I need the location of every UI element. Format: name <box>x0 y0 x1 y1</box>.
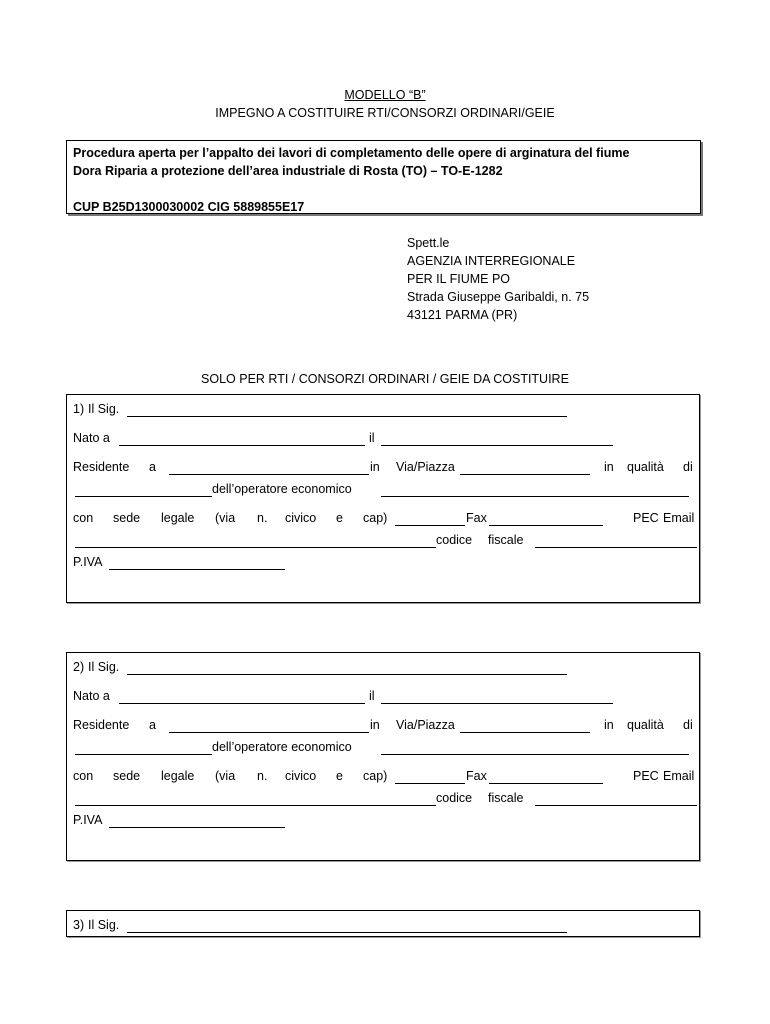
procedure-line-2: Dora Riparia a protezione dell’area industriale di Rosta (TO) – TO-E-1282 <box>73 164 503 178</box>
name-field[interactable] <box>127 416 567 417</box>
birthdate-field[interactable] <box>381 703 613 704</box>
name-field[interactable] <box>127 674 567 675</box>
birthplace-field[interactable] <box>119 445 365 446</box>
entry-1-box <box>66 394 700 603</box>
fax-label: Fax <box>466 769 487 783</box>
recipient-address <box>407 234 589 324</box>
residence-field[interactable] <box>169 474 369 475</box>
birthdate-field[interactable] <box>381 445 613 446</box>
il-label: il <box>369 431 375 445</box>
il-label: il <box>369 689 375 703</box>
via-piazza-label: Via/Piazza <box>396 718 455 732</box>
residence-field[interactable] <box>169 732 369 733</box>
fax-field[interactable] <box>489 525 603 526</box>
address-field[interactable] <box>395 783 465 784</box>
e-label: e <box>336 511 343 525</box>
via-label: (via <box>215 769 236 783</box>
operator-name-field[interactable] <box>381 754 689 755</box>
sede-label: sede <box>113 511 141 525</box>
legale-label: legale <box>161 511 195 525</box>
il-sig-label: Il Sig. <box>88 660 120 674</box>
cap-label: cap) <box>363 511 388 525</box>
qualita-label: qualità <box>627 460 664 474</box>
section-title: SOLO PER RTI / CONSORZI ORDINARI / GEIE DA COSTITUIRE <box>201 372 569 386</box>
sede-label: sede <box>113 769 141 783</box>
via-label: (via <box>215 511 236 525</box>
name-field[interactable] <box>127 932 567 933</box>
di-label: di <box>683 460 693 474</box>
entry-3-box <box>66 910 700 937</box>
in-label: in <box>370 718 380 732</box>
recipient-line: Strada Giuseppe Garibaldi, n. 75 <box>407 290 590 304</box>
operatore-label: dell’operatore economico <box>212 740 352 754</box>
entry-number: 2) <box>73 660 85 674</box>
in-label: in <box>604 460 614 474</box>
entry-2-box <box>66 652 700 861</box>
street-field[interactable] <box>460 732 590 733</box>
codice-label: codice <box>436 533 473 547</box>
tax-code-field[interactable] <box>535 547 697 548</box>
fiscale-label: fiscale <box>488 791 524 805</box>
role-field[interactable] <box>75 754 212 755</box>
e-label: e <box>336 769 343 783</box>
pec-label: PEC <box>633 769 659 783</box>
qualita-label: qualità <box>627 718 664 732</box>
birthplace-field[interactable] <box>119 703 365 704</box>
civico-label: civico <box>285 769 317 783</box>
piva-label: P.IVA <box>73 555 103 569</box>
recipient-line: 43121 PARMA (PR) <box>407 308 518 322</box>
procedure-line-1: Procedura aperta per l’appalto dei lavori di completamento delle opere di arginatura del fiume <box>73 146 630 160</box>
a-label: a <box>149 718 156 732</box>
residente-label: Residente <box>73 718 130 732</box>
pec-email-field[interactable] <box>75 805 436 806</box>
fiscale-label: fiscale <box>488 533 524 547</box>
recipient-line: Spett.le <box>407 236 450 250</box>
vat-field[interactable] <box>109 569 285 570</box>
codice-label: codice <box>436 791 473 805</box>
cup-cig-codes: CUP B25D1300030002 CIG 5889855E17 <box>73 200 305 214</box>
fax-label: Fax <box>466 511 487 525</box>
recipient-line: PER IL FIUME PO <box>407 272 511 286</box>
n-label: n. <box>257 769 268 783</box>
operatore-label: dell’operatore economico <box>212 482 352 496</box>
il-sig-label: Il Sig. <box>88 402 120 416</box>
via-piazza-label: Via/Piazza <box>396 460 455 474</box>
form-title: MODELLO “B” <box>344 88 426 102</box>
cap-label: cap) <box>363 769 388 783</box>
residente-label: Residente <box>73 460 130 474</box>
operator-name-field[interactable] <box>381 496 689 497</box>
address-field[interactable] <box>395 525 465 526</box>
entry-number: 3) <box>73 918 85 932</box>
con-label: con <box>73 769 94 783</box>
pec-email-field[interactable] <box>75 547 436 548</box>
piva-label: P.IVA <box>73 813 103 827</box>
role-field[interactable] <box>75 496 212 497</box>
il-sig-label: Il Sig. <box>88 918 120 932</box>
a-label: a <box>149 460 156 474</box>
form-subtitle: IMPEGNO A COSTITUIRE RTI/CONSORZI ORDINARI/GEIE <box>215 106 555 120</box>
con-label: con <box>73 511 94 525</box>
in-label: in <box>370 460 380 474</box>
recipient-line: AGENZIA INTERREGIONALE <box>407 254 576 268</box>
email-label: Email <box>663 511 695 525</box>
street-field[interactable] <box>460 474 590 475</box>
email-label: Email <box>663 769 695 783</box>
nato-a-label: Nato a <box>73 689 110 703</box>
entry-number: 1) <box>73 402 85 416</box>
legale-label: legale <box>161 769 195 783</box>
civico-label: civico <box>285 511 317 525</box>
pec-label: PEC <box>633 511 659 525</box>
vat-field[interactable] <box>109 827 285 828</box>
tax-code-field[interactable] <box>535 805 697 806</box>
procedure-box <box>66 140 701 214</box>
di-label: di <box>683 718 693 732</box>
nato-a-label: Nato a <box>73 431 110 445</box>
in-label: in <box>604 718 614 732</box>
n-label: n. <box>257 511 268 525</box>
fax-field[interactable] <box>489 783 603 784</box>
